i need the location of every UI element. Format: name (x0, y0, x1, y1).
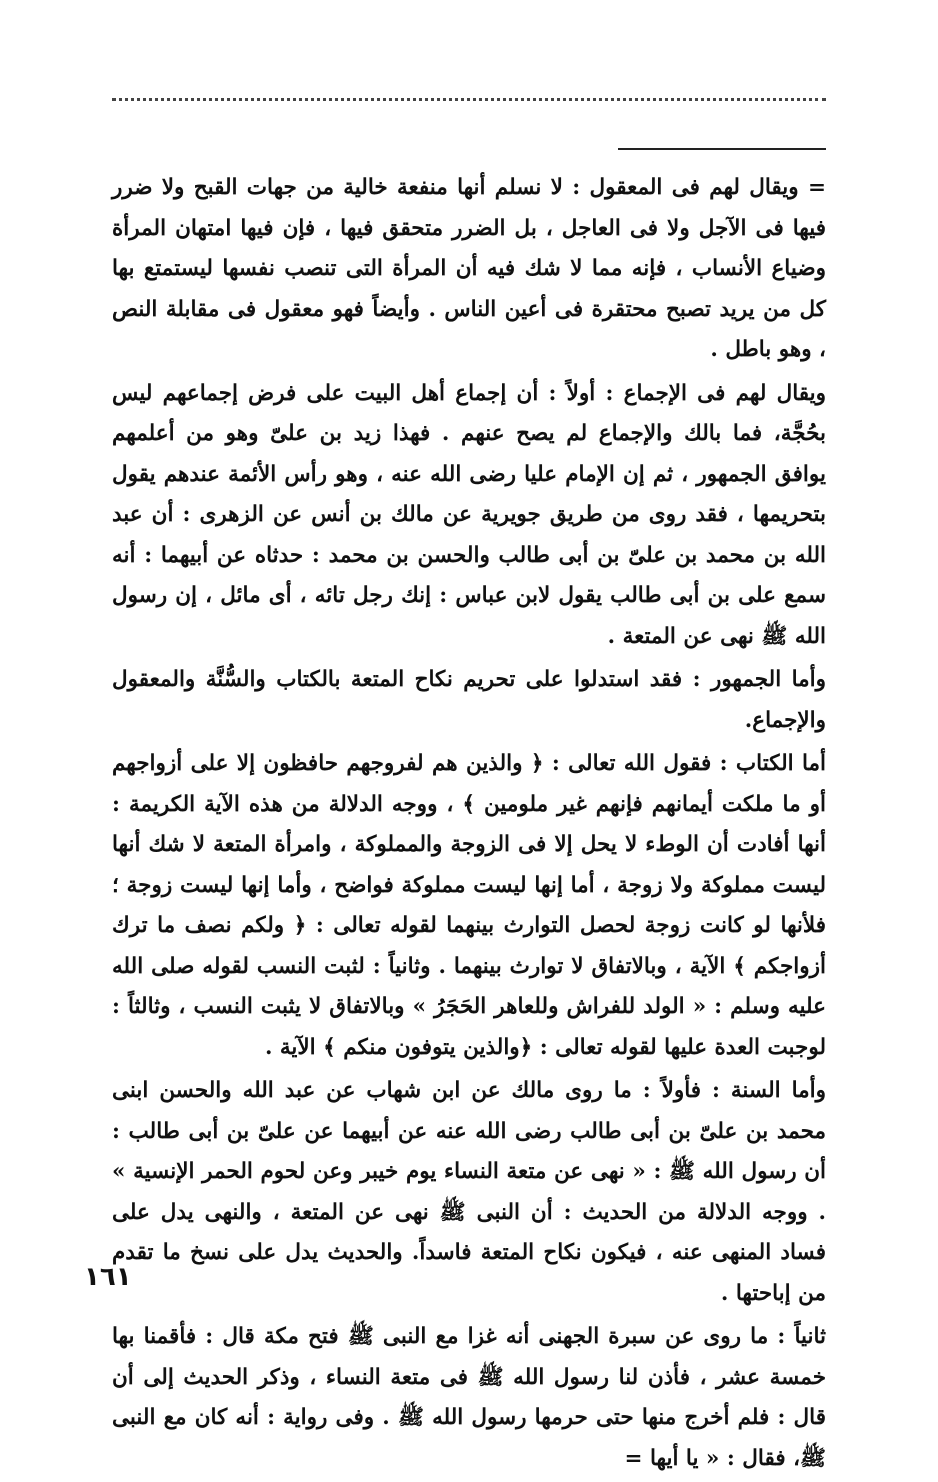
paragraph: أما الكتاب : فقول الله تعالى : ﴿ والذين هم لفروجهم حافظون إلا على أزواجهم أو ما ملكت أيمانهم فإنهم غير ملومين ﴾ ، ووجه الدلالة من هذه الآية الكريمة : أنها أفادت أن الوطء لا يحل إلا فى الزوجة والمملوكة ، وامرأة المتعة لا شك أنها ليست مملوكة ولا زوجة ، أما إنها ليست مملوكة فواضح ، وأما إنها ليست زوجة ؛ فلأنها لو كانت زوجة لحصل التوارث بينهما لقوله تعالى : ﴿ ولكم نصف ما ترك أزواجكم ﴾ الآية ، وبالاتفاق لا توارث بينهما . وثانياً : لثبت النسب لقوله صلى الله عليه وسلم : « الولد للفراش وللعاهر الحَجَرُ » وبالاتفاق لا يثبت النسب ، وثالثاً : لوجبت العدة عليها لقوله تعالى : ﴿والذين يتوفون منكم ﴾ الآية . (112, 751, 826, 1060)
paragraph: وأما السنة : فأولاً : ما روى مالك عن ابن شهاب عن عبد الله والحسن ابنى محمد بن علىّ بن أبى طالب رضى الله عنه عن أبيهما عن علىّ بن أبى طالب : أن رسول الله ﷺ : « نهى عن متعة النساء يوم خيبر وعن لحوم الحمر الإنسية » . ووجه الدلالة من الحديث : أن النبى ﷺ نهى عن المتعة ، والنهى يدل على فساد المنهى عنه ، فيكون نكاح المتعة فاسداً. والحديث يدل على نسخ ما تقدم من إباحتها . (112, 1078, 826, 1306)
dotted-separator (112, 98, 826, 101)
paragraph: وأما الجمهور : فقد استدلوا على تحريم نكاح المتعة بالكتاب والسُّنَّة والمعقول والإجماع. (112, 667, 826, 733)
page-number: ١٦١ (84, 1262, 132, 1292)
body-text (112, 168, 826, 1482)
paragraph: ويقال لهم فى الإجماع : أولاً : أن إجماع أهل البيت على فرض إجماعهم ليس بحُجَّة، فما بالك والإجماع لم يصح عنهم . فهذا زيد بن علىّ وهو من أعلمهم يوافق الجمهور ، ثم إن الإمام عليا رضى الله عنه ، وهو رأس الأئمة عندهم يقول بتحريمها ، فقد روى من طريق جويرية عن مالك بن أنس عن الزهرى : أن عبد الله بن محمد بن علىّ بن أبى طالب والحسن بن محمد : حدثاه عن أبيهما : أنه سمع على بن أبى طالب يقول لابن عباس : إنك رجل تائه ، أى مائل ، إن رسول الله ﷺ نهى عن المتعة . (112, 380, 826, 649)
footnote-rule (618, 148, 826, 150)
paragraph: = ويقال لهم فى المعقول : لا نسلم أنها منفعة خالية من جهات القبح ولا ضرر فيها فى الآجل ولا فى العاجل ، بل الضرر متحقق فيها ، فإن فيها امتهان المرأة وضياع الأنساب ، فإنه مما لا شك فيه أن المرأة التى تنصب نفسها ليستمتع بها كل من يريد تصبح محتقرة فى أعين الناس . وأيضاً فهو معقول فى مقابلة النص ، وهو باطل . (112, 175, 826, 362)
paragraph: ثانياً : ما روى عن سبرة الجهنى أنه غزا مع النبى ﷺ فتح مكة قال : فأقمنا بها خمسة عشر ، فأذن لنا رسول الله ﷺ فى متعة النساء ، وذكر الحديث إلى أن قال : فلم أخرج منها حتى حرمها رسول الله ﷺ . وفى رواية : أنه كان مع النبى ﷺ، فقال : « يا أيها = (112, 1324, 826, 1471)
